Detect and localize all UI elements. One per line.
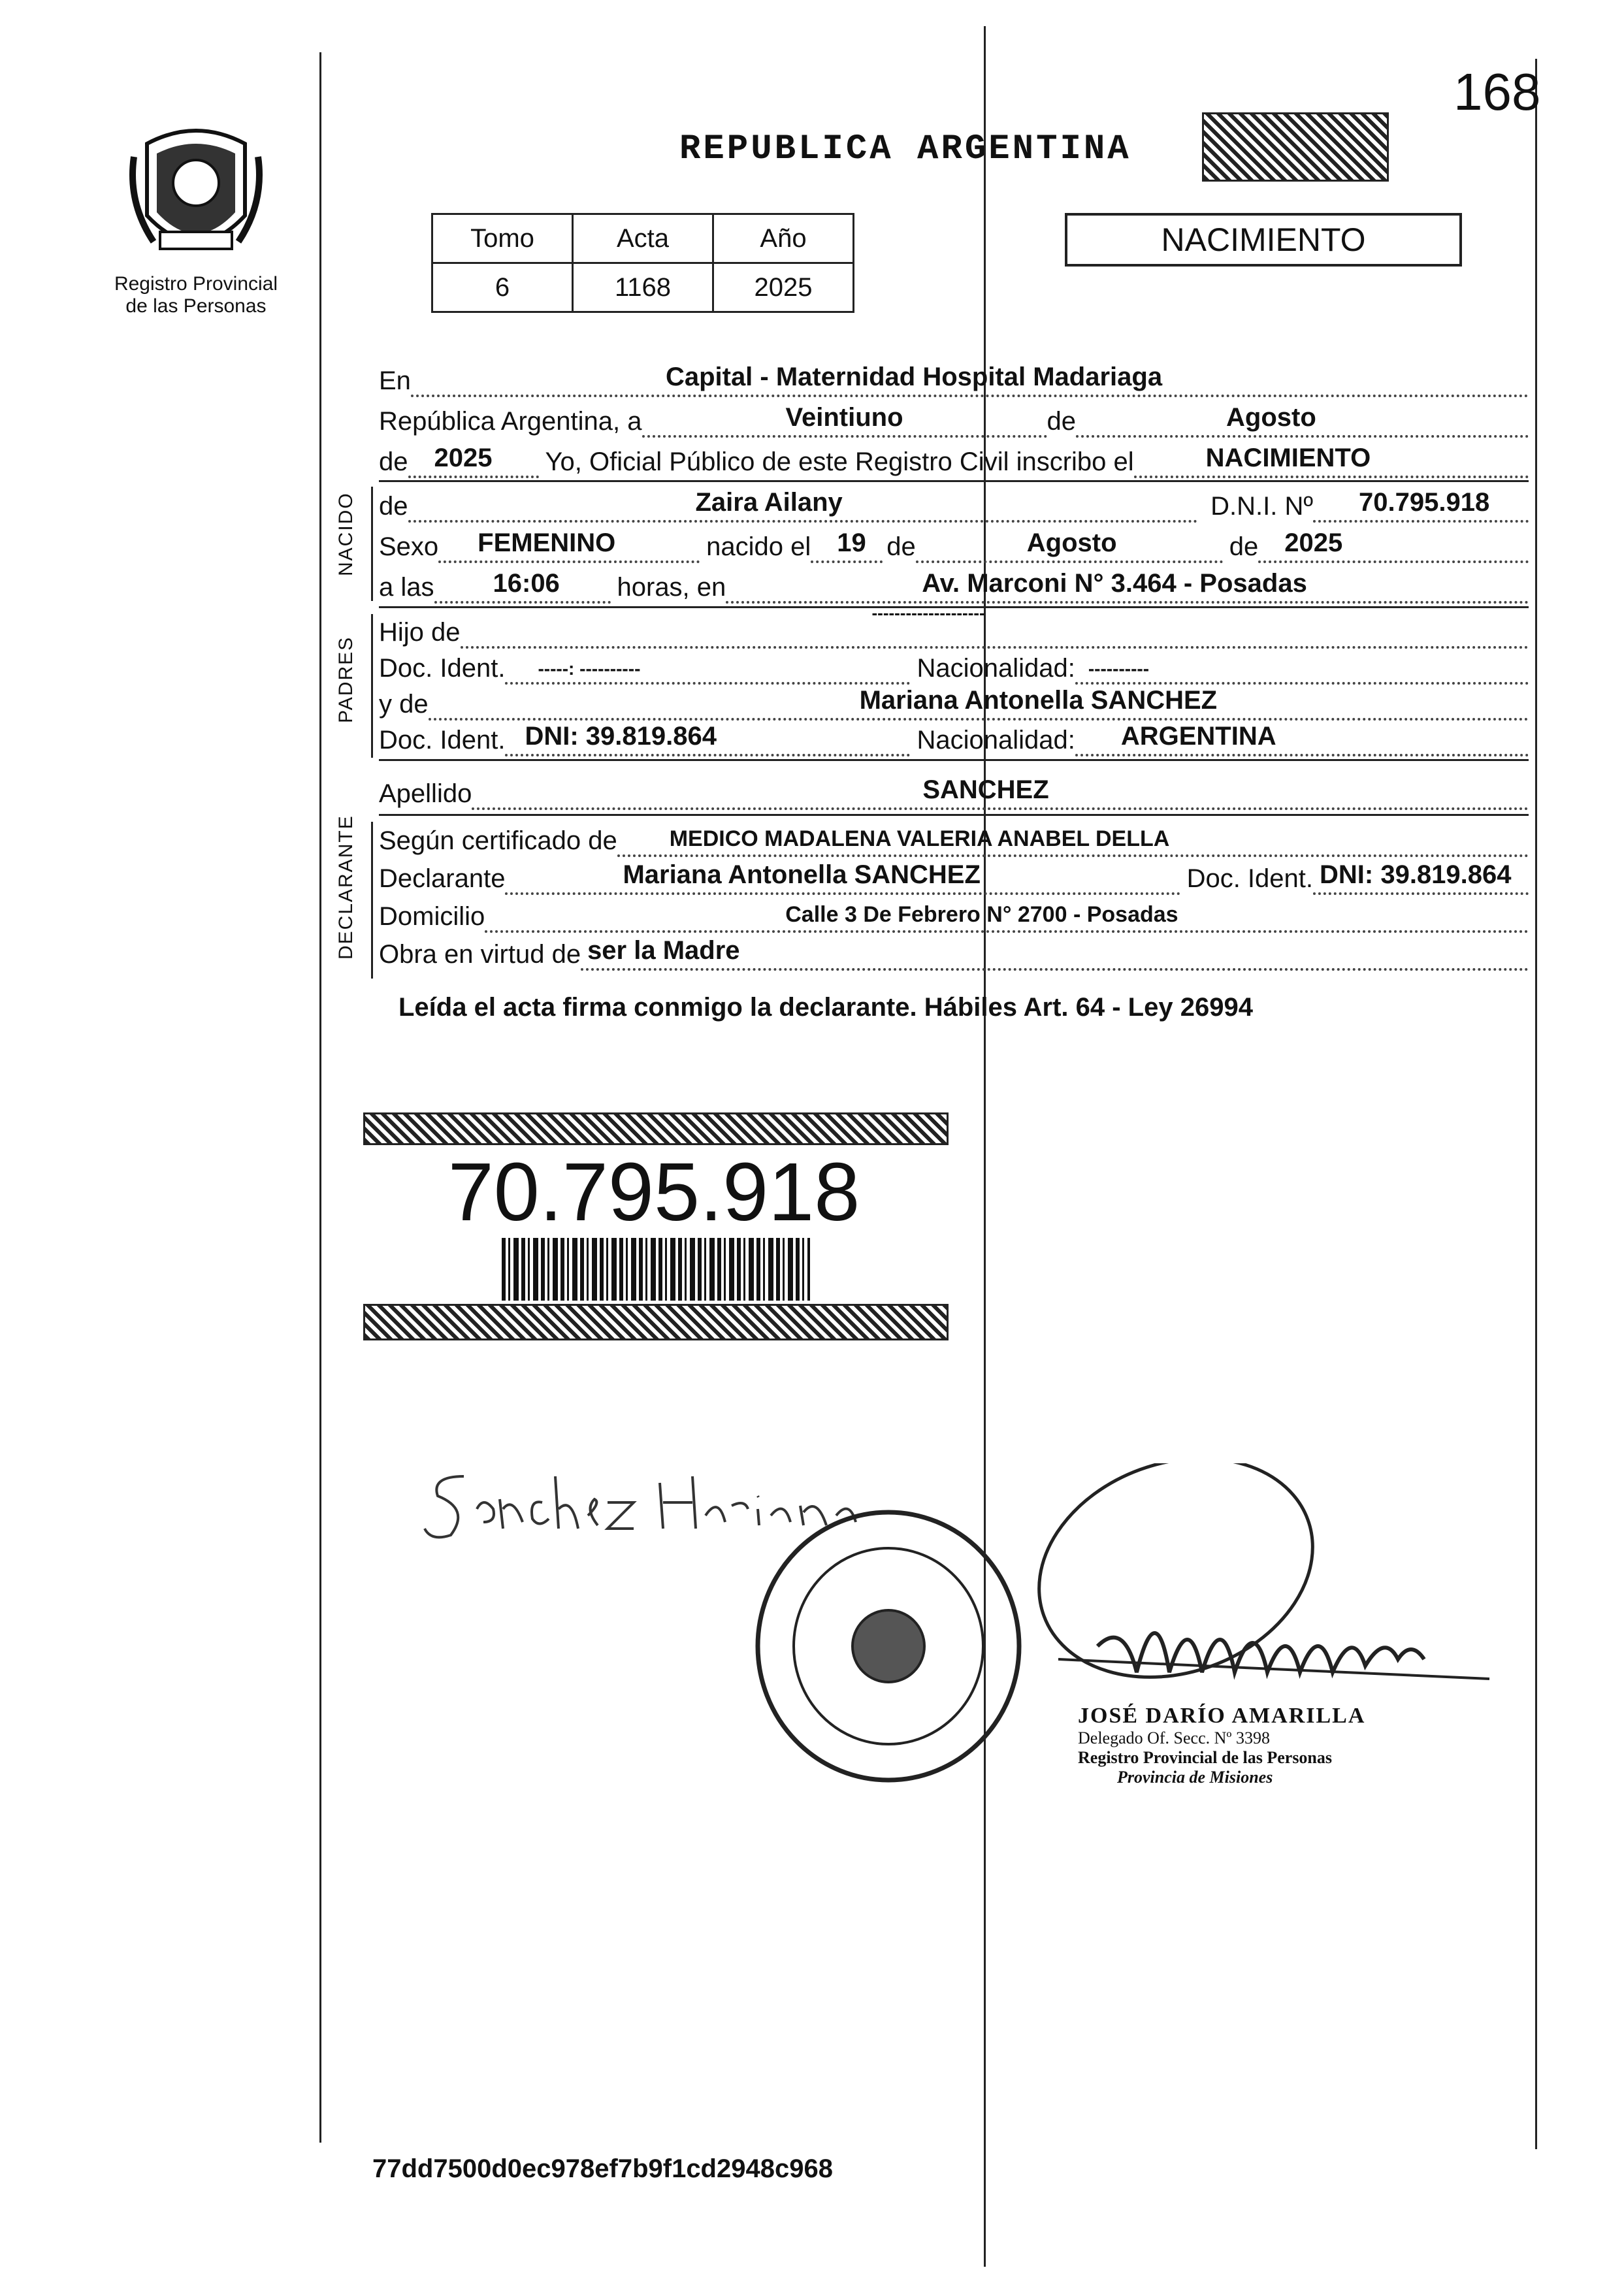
place-line: En Capital - Maternidad Hospital Madariaga xyxy=(379,366,1529,397)
birth-day-value: 19 xyxy=(837,528,866,557)
oficial-line: de 2025 Yo, Oficial Público de este Registro Civil inscribo el NACIMIENTO xyxy=(379,447,1529,478)
registry-value-acta: 1168 xyxy=(573,263,713,312)
official-signature xyxy=(1019,1463,1502,1731)
padre-doc-line: Doc. Ident. -----: ---------- Nacionalidad: ---------- xyxy=(379,653,1529,685)
barcode-pattern-bottom xyxy=(363,1304,949,1340)
declarante-line: Declarante Mariana Antonella SANCHEZ Doc. Ident. DNI: 39.819.864 xyxy=(379,864,1529,895)
mother-name-value: Mariana Antonella SANCHEZ xyxy=(859,686,1218,715)
apellido-divider xyxy=(379,814,1529,816)
address-value: Calle 3 De Febrero N° 2700 - Posadas xyxy=(785,902,1178,927)
intro-divider xyxy=(379,480,1529,482)
child-dni-value: 70.795.918 xyxy=(1359,488,1490,517)
date-line: República Argentina, a Veintiuno de Agosto xyxy=(379,406,1529,438)
certificado-line: Según certificado de MEDICO MADALENA VALERIA ANABEL DELLA xyxy=(379,826,1529,857)
section-label-padres: PADRES xyxy=(335,636,357,723)
birth-place-value: Av. Marconi N° 3.464 - Posadas xyxy=(922,569,1307,598)
official-stamp xyxy=(1078,1704,1444,1787)
closing-statement: Leída el acta firma conmigo la declarante. Hábiles Art. 64 - Ley 26994 xyxy=(398,993,1253,1022)
page-number: 168 xyxy=(1453,63,1541,121)
document-title: REPUBLICA ARGENTINA xyxy=(679,129,1131,169)
role-value: ser la Madre xyxy=(587,936,740,965)
nacido-name-line: de Zaira Ailany D.N.I. Nº 70.795.918 xyxy=(379,491,1529,523)
official-position: Delegado Of. Secc. Nº 3398 xyxy=(1078,1728,1270,1747)
father-doc-value: -----: ---------- xyxy=(538,658,641,679)
official-name: JOSÉ DARÍO AMARILLA xyxy=(1078,1704,1366,1728)
registry-value-ano: 2025 xyxy=(713,263,854,312)
document-type-box: NACIMIENTO xyxy=(1065,213,1462,267)
child-sex-value: FEMENINO xyxy=(478,528,616,557)
day-words-value: Veintiuno xyxy=(785,403,903,432)
official-office: Registro Provincial de las Personas xyxy=(1078,1748,1333,1767)
act-type-value: NACIMIENTO xyxy=(1205,444,1371,472)
padres-divider xyxy=(379,759,1529,761)
official-seal xyxy=(751,1509,1026,1783)
nacido-section-bar xyxy=(371,487,373,601)
document-hash: 77dd7500d0ec978ef7b9f1cd2948c968 xyxy=(372,2154,833,2183)
barcode-pattern-top xyxy=(363,1112,949,1145)
padres-section-bar xyxy=(371,614,373,758)
barcode-number: 70.795.918 xyxy=(447,1146,860,1238)
registry-value-tomo: 6 xyxy=(432,263,573,312)
padre-line: Hijo de -------------------- xyxy=(379,617,1529,649)
birth-time-value: 16:06 xyxy=(493,569,560,598)
province-crest-logo xyxy=(127,118,265,268)
registry-header-ano: Año xyxy=(713,214,854,263)
official-province: Provincia de Misiones xyxy=(1117,1768,1273,1787)
month-value: Agosto xyxy=(1226,403,1316,432)
nacido-time-line: a las 16:06 horas, en Av. Marconi N° 3.464 - Posadas xyxy=(379,572,1529,604)
section-label-nacido: NACIDO xyxy=(335,492,357,576)
apellido-line: Apellido SANCHEZ xyxy=(379,779,1529,810)
registry-header-acta: Acta xyxy=(573,214,713,263)
section-label-declarante: DECLARANTE xyxy=(335,815,357,960)
madre-doc-line: Doc. Ident. DNI: 39.819.864 Nacionalidad: ARGENTINA xyxy=(379,725,1529,756)
madre-line: y de Mariana Antonella SANCHEZ xyxy=(379,689,1529,721)
father-nationality-value: ---------- xyxy=(1088,658,1150,679)
certificate-value: MEDICO MADALENA VALERIA ANABEL DELLA xyxy=(669,826,1170,851)
place-value: Capital - Maternidad Hospital Madariaga xyxy=(665,363,1163,391)
barcode xyxy=(502,1238,810,1301)
year-value: 2025 xyxy=(434,444,493,472)
domicilio-line: Domicilio Calle 3 De Febrero N° 2700 - Posadas xyxy=(379,901,1529,933)
mother-doc-value: DNI: 39.819.864 xyxy=(525,722,717,751)
logo-label: Registro Provincial de las Personas xyxy=(114,273,278,317)
declarant-name-value: Mariana Antonella SANCHEZ xyxy=(623,860,981,889)
declarant-doc-value: DNI: 39.819.864 xyxy=(1320,860,1512,889)
mother-nationality-value: ARGENTINA xyxy=(1120,722,1276,751)
left-margin-line xyxy=(319,52,321,2143)
registry-header-tomo: Tomo xyxy=(432,214,573,263)
right-margin-line xyxy=(1535,59,1537,2149)
security-pattern xyxy=(1202,112,1389,182)
surname-value: SANCHEZ xyxy=(922,775,1049,804)
registry-table xyxy=(431,213,854,313)
nacido-sex-line: Sexo FEMENINO nacido el 19 de Agosto de 2025 xyxy=(379,532,1529,563)
birth-month-value: Agosto xyxy=(1026,528,1117,557)
child-name-value: Zaira Ailany xyxy=(695,488,843,517)
birth-year-value: 2025 xyxy=(1284,528,1343,557)
obra-line: Obra en virtud de ser la Madre xyxy=(379,939,1529,971)
declarante-section-bar xyxy=(371,822,373,979)
father-name-value: -------------------- xyxy=(871,603,985,623)
